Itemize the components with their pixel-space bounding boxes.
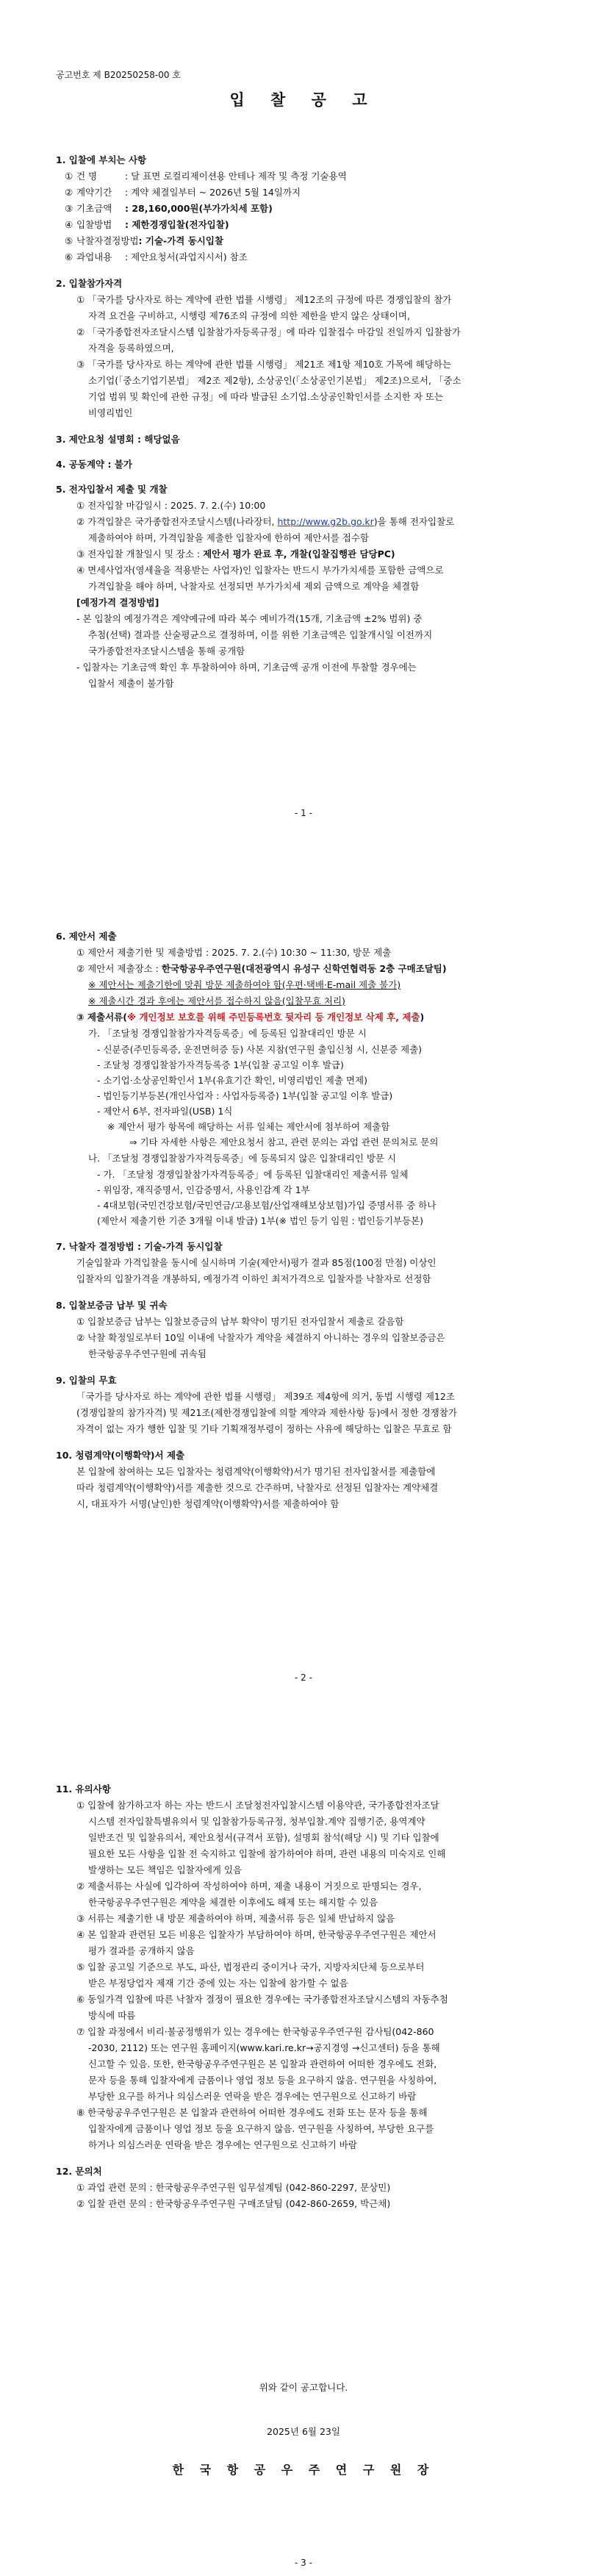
- s11-line: 시스템 전자입찰특별유의서 및 입찰참가등록규정, 청부입찰․계약 집행기준, 용역계약: [88, 1816, 425, 1827]
- s6-warning: ※ 제출시간 경과 후에는 제안서를 접수하지 않음(입찰무효 처리): [88, 995, 345, 1006]
- section-5-title: 5. 전자입찰서 제출 및 개찰: [56, 484, 168, 495]
- s6-doc: (제안서 제출기한 기준 3개월 이내 발급) 1부(※ 법인 등기 임원 : 법인등기부등본): [97, 1215, 423, 1226]
- page-3-body: [56, 1782, 556, 2213]
- s6-doc: - 신분증(주민등록증, 운전면허증 등) 사본 지참(연구원 출입신청 시, 신분증 제출): [97, 1044, 423, 1055]
- page-number-2: - 2 -: [295, 1672, 312, 1683]
- s1-item-6: ⑥ 과업내용 : 제안요청서(과업지시서) 참조: [65, 251, 248, 262]
- page-2: [0, 859, 607, 1717]
- s11-line: 입찰자에게 금품이나 영업 정보 등을 요구하지 않음. 연구원을 사칭하여, 부당한 요구를: [88, 2123, 434, 2134]
- section-10-title: 10. 청렴계약(이행확약)서 제출: [56, 1450, 185, 1461]
- section-1-title: 1. 입찰에 부치는 사항: [56, 154, 147, 165]
- s2-line: ② 「국가종합전자조달시스템 입찰참가자등록규정」에 따라 입찰접수 마감일 전일까지 입찰참가: [76, 326, 461, 337]
- s5-note: 국가종합전자조달시스템을 통해 공개함: [88, 645, 245, 656]
- s1-item-1: ① 건 명 : 달 표면 로컬리제이션용 안테나 제작 및 측정 기술용역: [65, 171, 347, 182]
- s1-item-3: ③ 기초금액 : 28,160,000원(부가가치세 포함): [65, 203, 273, 214]
- page-number-1: - 1 -: [295, 808, 312, 818]
- section-11-title: 11. 유의사항: [56, 1783, 111, 1795]
- page-1-body: [56, 153, 556, 693]
- s11-line: -2030, 2112) 또는 연구원 홈페이지(www.kari.re.kr→공지경영 →신고센터) 등을 통해: [88, 2042, 440, 2053]
- s5-line: ③ 전자입찰 개찰일시 및 장소 : 제안서 평가 완료 후, 개찰(입찰집행관 담당PC): [76, 548, 395, 559]
- s2-line: ③ 「국가를 당사자로 하는 계약에 관한 법률 시행령」 제21조 제1항 제10호 가목에 해당하는: [76, 359, 452, 370]
- s11-line: 신고할 수 있음. 또한, 한국항공우주연구원은 본 입찰과 관련하여 어떠한 경우에도 전화,: [88, 2058, 437, 2069]
- s5-note: - 본 입찰의 예정가격은 계약예규에 따라 복수 예비가격(15개, 기초금액 ±2% 범위) 중: [76, 613, 423, 624]
- s1-item-4: ④ 입찰방법 : 제한경쟁입찰(전자입찰): [65, 219, 229, 230]
- document-title: 입 찰 공 고: [229, 91, 378, 109]
- s11-line: 하거나 의심스러운 연락을 받은 경우에는 연구원으로 신고하기 바람: [88, 2139, 357, 2150]
- s9-line: 자격이 없는 자가 행한 입찰 및 기타 기획재정부령이 정하는 사유에 해당하는 입찰은 무효로 함: [76, 1423, 452, 1434]
- s6-doc: - 소기업·소상공인확인서 1부(유효기간 확인, 비영리법인 제출 면제): [97, 1075, 367, 1086]
- s2-line: 자격을 등록하였으며,: [88, 343, 174, 354]
- s5-line: 가격입찰을 해야 하며, 낙찰자로 선정되면 부가가치세 제외 금액으로 계약을 체결함: [88, 581, 420, 592]
- s11-line: 부당한 요구를 하거나 의심스러운 연락을 받은 경우에는 연구원으로 신고하기 바람: [88, 2091, 417, 2102]
- s6-line: 가. 「조달청 경쟁입찰참가자격등록증」에 등록된 입찰대리인 방문 시: [88, 1028, 367, 1039]
- s7-line: 입찰자의 입찰가격을 개봉하되, 예정가격 이하인 최저가격으로 입찰자를 낙찰자로 선정함: [76, 1273, 431, 1284]
- s2-line: 비영리법인: [88, 407, 133, 418]
- s11-line: 발생하는 모든 책임은 입찰자에게 있음: [88, 1864, 243, 1875]
- s6-doc: - 위임장, 재직증명서, 인감증명서, 사용인감계 각 1부: [97, 1184, 310, 1195]
- s12-line: ② 입찰 관련 문의 : 한국항공우주연구원 구매조달팀 (042-860-2659, 박근채): [76, 2198, 391, 2209]
- s1-item-2: ② 계약기간 : 계약 체결일부터 ~ 2026년 5월 14일까지: [65, 187, 301, 198]
- s6-doc: - 가. 「조달청 경쟁입찰참가자격등록증」에 등록된 입찰대리인 제출서류 일체: [97, 1169, 409, 1180]
- section-2-title: 2. 입찰참가자격: [56, 278, 123, 289]
- s11-line: ② 제출서류는 사실에 입각하여 작성하여야 하며, 제출 내용이 거짓으로 판명되는 경우,: [76, 1881, 422, 1892]
- section-7-title: 7. 낙찰자 결정방법 : 기술-가격 동시입찰: [56, 1241, 223, 1252]
- s11-line: ⑦ 입찰 과정에서 비리·불공정행위가 있는 경우에는 한국항공우주연구원 감사팀(042-860: [76, 2026, 434, 2037]
- s6-doc: - 4대보험(국민건강보험/국민연금/고용보험/산업재해보상보험)가입 증명서류 중 하나: [97, 1200, 437, 1211]
- s11-line: 한국항공우주연구원은 계약을 체결한 이후에도 해제 또는 해지할 수 있음: [88, 1897, 378, 1908]
- section-3-title: 3. 제안요청 설명회 : 해당없음: [56, 434, 180, 445]
- s5-note: 입찰서 제출이 불가함: [88, 678, 174, 689]
- s11-line: ④ 본 입찰과 관련된 모든 비용은 입찰자가 부담하여야 하며, 한국항공우주연구원은 제안서: [76, 1929, 437, 1940]
- s6-line: ① 제안서 제출기한 및 제출방법 : 2025. 7. 2.(수) 10:30 ~ 11:30, 방문 제출: [76, 947, 392, 958]
- s8-line: ① 입찰보증금 납부는 입찰보증금의 납부 확약이 명기된 전자입찰서 제출로 갈음함: [76, 1316, 404, 1327]
- s5-line: 제출하여야 하며, 가격입찰을 제출한 입찰자에 한하여 제안서를 접수함: [88, 532, 369, 543]
- s5-line: ② 가격입찰은 국가종합전자조달시스템(나라장터, http://www.g2b.go.kr)을 통해 전자입찰로: [76, 516, 455, 527]
- s5-note: 추첨(선택) 결과를 산술평균으로 결정하며, 이를 위한 기초금액은 입찰개시일 이전까지: [88, 629, 433, 640]
- s5-note-title: [예정가격 결정방법]: [76, 597, 159, 608]
- page-2-body: [56, 929, 556, 1513]
- s12-line: ① 과업 관련 문의 : 한국항공우주연구원 임무설계팀 (042-860-2297, 문상민): [76, 2182, 391, 2193]
- s1-item-5: ⑤ 낙찰자결정방법: 기술-가격 동시입찰: [65, 235, 224, 246]
- s11-line: 문자 등을 통해 입찰자에게 금품이나 영업 정보 등을 요구하지 않음. 연구원을 사칭하여,: [88, 2075, 437, 2086]
- s2-line: 소기업(「중소기업기본법」 제2조 제2항), 소상공인(「소상공인기본법」 제2조)으로서, 「중소: [88, 375, 461, 386]
- s6-note: ⇒ 기타 자세한 사항은 제안요청서 참고, 관련 문의는 과업 관련 문의처로 문의: [129, 1137, 439, 1148]
- s11-line: 일반조건 및 입찰유의서, 제안요청서(규격서 포함), 설명회 참석(해당 시) 및 기타 입찰에: [88, 1832, 439, 1843]
- s11-line: 받은 부정당업자 제재 기간 중에 있는 자는 입찰에 참가할 수 없음: [88, 1978, 348, 1989]
- s11-line: 필요한 모든 사항을 입찰 전 숙지하고 입찰에 참가하여야 하며, 관련 내용의 미숙지로 인해: [88, 1848, 446, 1859]
- g2b-link[interactable]: http://www.g2b.go.kr: [277, 516, 374, 527]
- s6-doc: - 제안서 6부, 전자파일(USB) 1식: [97, 1106, 233, 1117]
- s6-line: ② 제안서 제출장소 : 한국항공우주연구원(대전광역시 유성구 신학연협력동 2층 구매조달팀): [76, 963, 447, 974]
- section-9-title: 9. 입찰의 무효: [56, 1375, 117, 1386]
- s6-doc: - 조달청 경쟁입찰참가자격등록증 1부(입찰 공고일 이후 발급): [97, 1059, 344, 1070]
- s10-line: 따라 청렴계약(이행확약)서를 제출한 것으로 간주하며, 낙찰자로 선정된 입찰자는 계약체결: [76, 1482, 439, 1493]
- section-8-title: 8. 입찰보증금 납부 및 귀속: [56, 1300, 168, 1311]
- s5-line: ① 전자입찰 마감일시 : 2025. 7. 2.(수) 10:00: [76, 500, 266, 511]
- privacy-warning: ※ 개인정보 보호를 위해 주민등록번호 뒷자리 등 개인정보 삭제 후, 제출: [126, 1012, 420, 1023]
- s7-line: 기술입찰과 가격입찰을 동시에 실시하며 기술(제안서)평가 결과 85점(100점 만점) 이상인: [76, 1257, 437, 1268]
- s2-line: 자격 요건을 구비하고, 시행령 제76조의 규정에 의한 제한을 받지 않은 상태이며,: [88, 310, 410, 321]
- closing-text: 위와 같이 공고합니다.: [259, 2382, 348, 2393]
- s11-line: ③ 서류는 제출기한 내 방문 제출하여야 하며, 제출서류 등은 일체 반납하지 않음: [76, 1913, 395, 1924]
- s2-line: 기업 범위 및 확인에 관한 규정」에 따라 발급된 소기업․소상공인확인서를 소지한 자 또는: [88, 391, 444, 402]
- section-12-title: 12. 문의처: [56, 2166, 102, 2177]
- s9-line: (경쟁입찰의 참가자격) 및 제21조(제한경쟁입찰에 의할 계약과 제한사항 등)에서 정한 경쟁참가: [76, 1407, 457, 1418]
- s11-line: 방식에 따름: [88, 2010, 136, 2021]
- s11-line: ⑧ 한국항공우주연구원은 본 입찰과 관련하여 어떠한 경우에도 전화 또는 문자 등을 통해: [76, 2107, 428, 2118]
- section-4-title: 4. 공동계약 : 불가: [56, 459, 132, 470]
- notice-number: 공고번호 제 B20250258-00 호: [56, 70, 181, 80]
- s6-line: 나. 「조달청 경쟁입찰참가자격등록증」에 등록되지 않은 입찰대리인 방문 시: [88, 1153, 397, 1164]
- closing-date: 2025년 6월 23일: [267, 2426, 340, 2437]
- s6-line: ③ 제출서류(※ 개인정보 보호를 위해 주민등록번호 뒷자리 등 개인정보 삭제 후, 제출): [76, 1012, 425, 1023]
- page-number-3: - 3 -: [295, 2558, 312, 2568]
- s6-note: ※ 제안서 평가 항목에 해당하는 서류 일체는 제안서에 첨부하여 제출함: [107, 1121, 390, 1132]
- s6-warning: ※ 제안서는 제출기한에 맞춰 방문 제출하여야 함(우편·택배·E-mail 제출 불가): [88, 979, 401, 990]
- s8-line: ② 낙찰 확정일로부터 10일 이내에 낙찰자가 계약을 체결하지 아니하는 경우의 입찰보증금은: [76, 1332, 445, 1343]
- s2-line: ① 「국가를 당사자로 하는 계약에 관한 법률 시행령」 제12조의 규정에 따른 경쟁입찰의 참가: [76, 294, 452, 305]
- s11-line: ⑥ 동일가격 입찰에 따른 낙찰자 결정이 필요한 경우에는 국가종합전자조달시스템의 자동추첨: [76, 1994, 448, 2005]
- s11-line: ⑤ 입찰 공고일 기준으로 부도, 파산, 법정관리 중이거나 국가, 지방자치단체 등으로부터: [76, 1961, 425, 1972]
- section-6-title: 6. 제안서 제출: [56, 931, 117, 942]
- page-1: [0, 0, 607, 859]
- issuer-signature: 한 국 항 공 우 주 연 구 원 장: [172, 2463, 435, 2477]
- s5-line: ④ 면세사업자(영세율을 적용받는 사업자)인 입찰자는 반드시 부가가치세를 포함한 금액으로: [76, 565, 444, 576]
- s8-line: 한국항공우주연구원에 귀속됨: [88, 1348, 206, 1359]
- s5-note: - 입찰자는 기초금액 확인 후 투찰하여야 하며, 기초금액 공개 이전에 투찰할 경우에는: [76, 662, 417, 673]
- s11-line: ① 입찰에 참가하고자 하는 자는 반드시 조달청전자입찰시스템 이용약관, 국가종합전자조달: [76, 1800, 439, 1811]
- s6-doc: - 법인등기부등본(개인사업자 : 사업자등록증) 1부(입찰 공고일 이후 발급): [97, 1090, 393, 1101]
- page-3: [0, 1717, 607, 2576]
- s9-line: 「국가를 당사자로 하는 계약에 관한 법률 시행령」 제39조 제4항에 의거, 동법 시행령 제12조: [76, 1391, 455, 1402]
- s10-line: 본 입찰에 참여하는 모든 입찰자는 청렴계약(이행확약)서가 명기된 전자입찰서를 제출함에: [76, 1466, 436, 1477]
- s11-line: 평가 결과를 공개하지 않음: [88, 1945, 195, 1956]
- s10-line: 시, 대표자가 서명(날인)한 청렴계약(이행확약)서를 제출하여야 함: [76, 1498, 340, 1509]
